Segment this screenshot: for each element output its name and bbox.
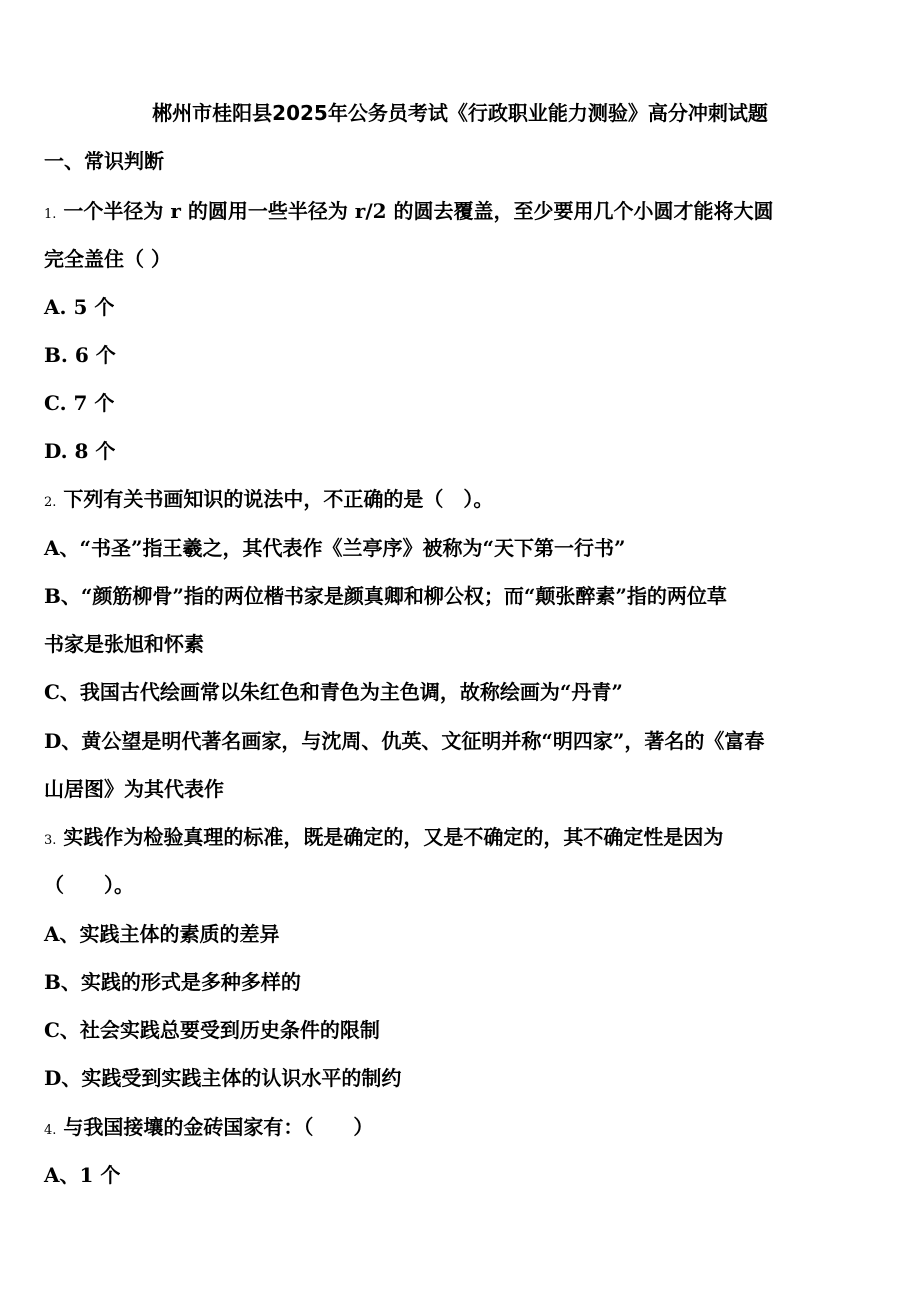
question-number: 4.	[44, 1123, 57, 1138]
page-title: 郴州市桂阳县2025年公务员考试《行政职业能力测验》高分冲刺试题	[152, 101, 768, 125]
question-2-option-b: B、“颜筋柳骨”指的两位楷书家是颜真卿和柳公权；而“颠张醉素”指的两位草	[44, 584, 727, 608]
question-text: 与我国接壤的金砖国家有：（ ）	[63, 1115, 374, 1139]
question-2-stem	[44, 484, 884, 518]
question-2-option-d: D、黄公望是明代著名画家，与沈周、仇英、文征明并称“明四家”，著名的《富春	[44, 729, 765, 753]
question-3-option-c: C、社会实践总要受到历史条件的限制	[44, 1018, 380, 1042]
question-text: 实践作为检验真理的标准，既是确定的，又是不确定的，其不确定性是因为	[63, 825, 724, 849]
question-2-option-d-cont: 山居图》为其代表作	[44, 777, 224, 801]
question-4-option-a: A、1 个	[44, 1163, 121, 1187]
question-text: 一个半径为 r 的圆用一些半径为 r/2 的圆去覆盖，至少要用几个小圆才能将大圆	[63, 199, 774, 223]
question-number: 2.	[44, 495, 57, 510]
question-1-stem-cont: 完全盖住（ ）	[44, 247, 171, 271]
question-3-stem-cont: （ ）。	[44, 873, 134, 897]
question-3-stem	[44, 822, 884, 856]
question-3-option-b: B、实践的形式是多种多样的	[44, 970, 301, 994]
question-1-option-d: D. 8 个	[44, 439, 116, 463]
question-number: 1.	[44, 207, 57, 222]
question-3-option-a: A、实践主体的素质的差异	[44, 922, 280, 946]
question-2-option-c: C、我国古代绘画常以朱红色和青色为主色调，故称绘画为“丹青”	[44, 680, 623, 704]
question-number: 3.	[44, 833, 57, 848]
question-4-stem	[44, 1112, 884, 1146]
question-3-option-d: D、实践受到实践主体的认识水平的制约	[44, 1066, 402, 1090]
question-text: 下列有关书画知识的说法中，不正确的是（ ）。	[63, 487, 494, 511]
question-1-option-b: B. 6 个	[44, 343, 116, 367]
question-2-option-a: A、“书圣”指王羲之，其代表作《兰亭序》被称为“天下第一行书”	[44, 536, 626, 560]
question-1-option-c: C. 7 个	[44, 391, 115, 415]
question-2-option-b-cont: 书家是张旭和怀素	[44, 632, 204, 656]
question-1-option-a: A. 5 个	[44, 295, 115, 319]
section-heading: 一、常识判断	[44, 149, 164, 173]
question-1-stem	[44, 196, 884, 230]
